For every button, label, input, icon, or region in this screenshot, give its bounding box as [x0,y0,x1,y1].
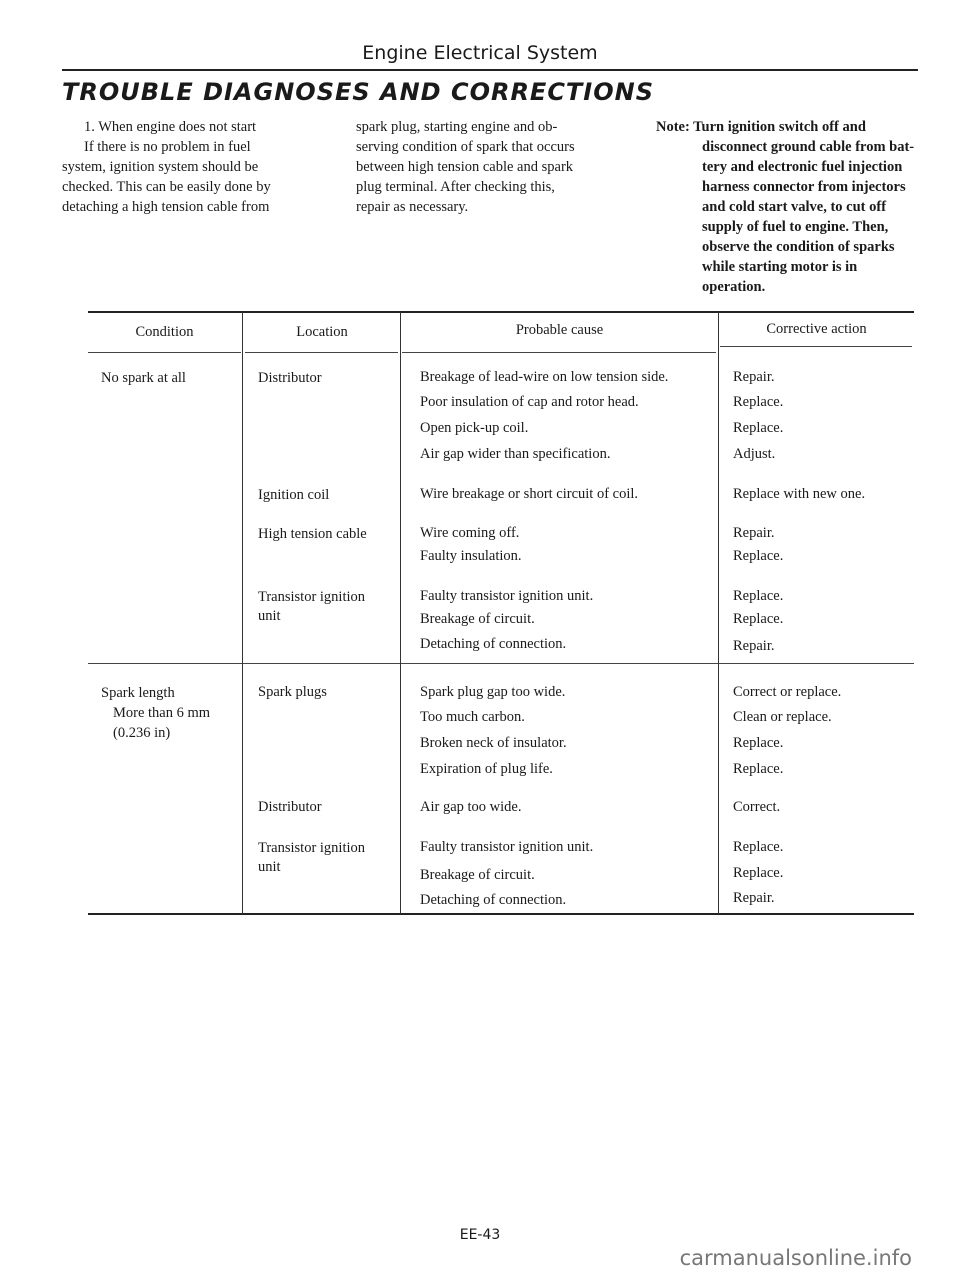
note-line: Note: Turn ignition switch off and [656,119,866,135]
intro-line: spark plug, starting engine and ob- [356,119,558,135]
location-cell: High tension cable [258,526,367,542]
group-divider [88,663,914,664]
column-header-corrective-action: Corrective action [766,321,867,337]
note-line: tery and electronic fuel injection [702,159,903,175]
note-line: harness connector from injectors [702,179,906,195]
condition-cell: More than 6 mm [113,705,211,721]
cause-cell: Breakage of circuit. [420,611,535,627]
cause-cell: Faulty insulation. [420,548,522,564]
action-cell: Replace. [733,420,784,436]
cause-cell: Air gap wider than specification. [420,446,611,462]
action-cell: Replace. [733,611,784,627]
intro-note [656,117,916,297]
location-cell: Ignition coil [258,487,330,503]
header-underline [720,346,912,347]
column-header-location: Location [296,324,348,340]
location-cell: unit [258,859,281,875]
action-cell: Repair. [733,890,775,906]
note-line: disconnect ground cable from bat- [702,139,915,155]
table-top-rule [88,311,914,313]
location-cell: Transistor ignition [258,589,366,605]
cause-cell: Poor insulation of cap and rotor head. [420,394,639,410]
intro-line: system, ignition system should be [62,159,259,175]
action-cell: Replace. [733,588,784,604]
header-underline [402,352,716,353]
note-line: and cold start valve, to cut off [702,199,887,215]
location-cell: Spark plugs [258,684,327,700]
note-line: observe the condition of sparks [702,239,895,255]
column-header-condition: Condition [135,324,194,340]
action-cell: Clean or replace. [733,709,832,725]
intro-line: between high tension cable and spark [356,159,574,175]
cause-cell: Detaching of connection. [420,892,567,908]
column-header-probable-cause: Probable cause [515,322,604,338]
cause-cell: Broken neck of insulator. [420,735,567,751]
action-cell: Adjust. [733,446,776,462]
header-rule [62,69,918,71]
action-cell: Correct. [733,799,781,815]
intro-line: detaching a high tension cable from [62,199,270,215]
cause-cell: Wire breakage or short circuit of coil. [420,486,639,502]
intro-column-2 [356,117,631,217]
action-cell: Repair. [733,638,775,654]
action-cell: Replace. [733,735,784,751]
action-cell: Repair. [733,525,775,541]
header-underline [88,352,241,353]
location-cell: Distributor [258,370,322,386]
column-divider [400,312,401,914]
cause-cell: Breakage of circuit. [420,867,535,883]
intro-line: plug terminal. After checking this, [356,179,555,195]
location-cell: Distributor [258,799,322,815]
cause-cell: Air gap too wide. [420,799,522,815]
cause-cell: Faulty transistor ignition unit. [420,588,594,604]
section-header: Engine Electrical System [362,42,598,64]
cause-cell: Detaching of connection. [420,636,567,652]
action-cell: Correct or replace. [733,684,842,700]
note-line: supply of fuel to engine. Then, [702,219,889,235]
column-divider [718,312,719,914]
condition-cell: (0.236 in) [113,725,171,741]
action-cell: Replace with new one. [733,486,866,502]
header-underline [245,352,398,353]
action-cell: Repair. [733,369,775,385]
cause-cell: Expiration of plug life. [420,761,553,777]
action-cell: Replace. [733,548,784,564]
action-cell: Replace. [733,865,784,881]
action-cell: Replace. [733,394,784,410]
condition-cell: No spark at all [101,370,186,386]
intro-line: serving condition of spark that occurs [356,139,575,155]
page-number: EE-43 [459,1227,501,1243]
intro-line: checked. This can be easily done by [62,179,271,195]
location-cell: unit [258,608,281,624]
intro-line: 1. When engine does not start [84,119,257,135]
watermark: carmanualsonline.info [679,1246,912,1270]
cause-cell: Spark plug gap too wide. [420,684,566,700]
cause-cell: Breakage of lead-wire on low tension side. [420,369,669,385]
page-title: TROUBLE DIAGNOSES AND CORRECTIONS [62,78,655,106]
location-cell: Transistor ignition [258,840,366,856]
intro-line: If there is no problem in fuel [84,139,251,155]
column-divider [242,312,243,914]
cause-cell: Wire coming off. [420,525,520,541]
cause-cell: Faulty transistor ignition unit. [420,839,594,855]
condition-cell: Spark length [101,685,175,701]
note-line: while starting motor is in operation. [702,259,858,295]
action-cell: Replace. [733,839,784,855]
table-bottom-rule [88,913,914,915]
action-cell: Replace. [733,761,784,777]
cause-cell: Open pick-up coil. [420,420,529,436]
intro-line: repair as necessary. [356,199,469,215]
intro-column-1 [62,117,332,217]
cause-cell: Too much carbon. [420,709,525,725]
